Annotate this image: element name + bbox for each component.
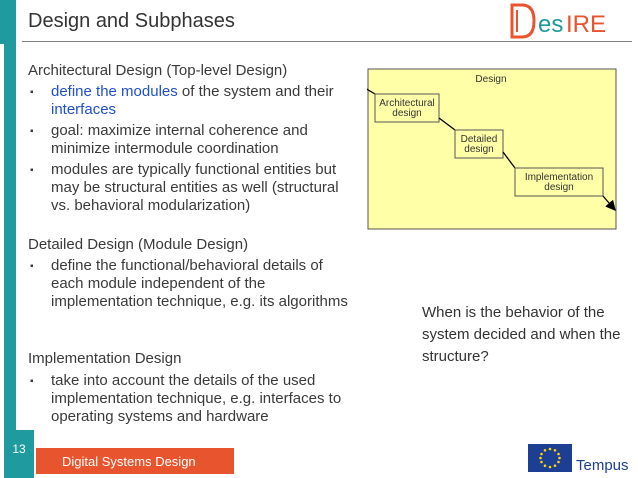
- node-architectural: [375, 94, 439, 122]
- list-item: ▪ modules are typically functional entities but may be structural entities as well (structural vs. behavioral modularization): [30, 161, 339, 214]
- svg-text:IRE: IRE: [566, 11, 607, 38]
- svg-text:es: es: [538, 11, 564, 38]
- node-detailed: [455, 130, 503, 158]
- page-number: 13: [12, 442, 26, 456]
- footer-course-text: Digital Systems Design: [62, 454, 196, 469]
- page-number-box: [4, 430, 34, 478]
- node-implementation: [515, 168, 603, 196]
- list-architectural: [28, 83, 358, 218]
- node-detailed-line2: design: [464, 144, 494, 155]
- heading-architectural: Architectural Design (Top-level Design): [28, 62, 288, 79]
- list-detailed: [28, 257, 358, 314]
- question-text: When is the behavior of the system decided and when the structure?: [422, 304, 621, 365]
- title-divider: [22, 41, 632, 42]
- node-architectural-line2: design: [392, 108, 422, 119]
- accent-bar-left: [4, 0, 16, 430]
- eu-flag-icon: [528, 444, 572, 472]
- heading-implementation: Implementation Design: [28, 350, 182, 367]
- heading-detailed: Detailed Design (Module Design): [28, 236, 249, 253]
- design-phase-diagram: [367, 68, 617, 230]
- diagram-title: Design: [475, 74, 507, 85]
- list-implementation: [28, 372, 358, 429]
- node-detailed-line1: Detailed: [460, 134, 498, 145]
- list-item: ▪ goal: maximize internal coherence and minimize intermodule coordination: [30, 122, 308, 157]
- list-item: ▪ define the modules of the system and their interfaces: [30, 83, 334, 118]
- desire-logo: [508, 2, 632, 40]
- node-architectural-line1: Architectural: [379, 98, 435, 109]
- footer-course-label: [36, 448, 234, 474]
- tempus-label: Tempus: [576, 457, 629, 474]
- node-implementation-line1: Implementation: [524, 172, 594, 183]
- list-item: ▪ define the functional/behavioral details of each module independent of the implementation technique, e.g. its algorithms: [30, 257, 348, 310]
- list-item: ▪ take into account the details of the used implementation technique, e.g. interfaces to operating systems and hardware: [30, 372, 342, 425]
- node-implementation-line2: design: [544, 182, 574, 193]
- page-title: Design and Subphases: [28, 10, 235, 32]
